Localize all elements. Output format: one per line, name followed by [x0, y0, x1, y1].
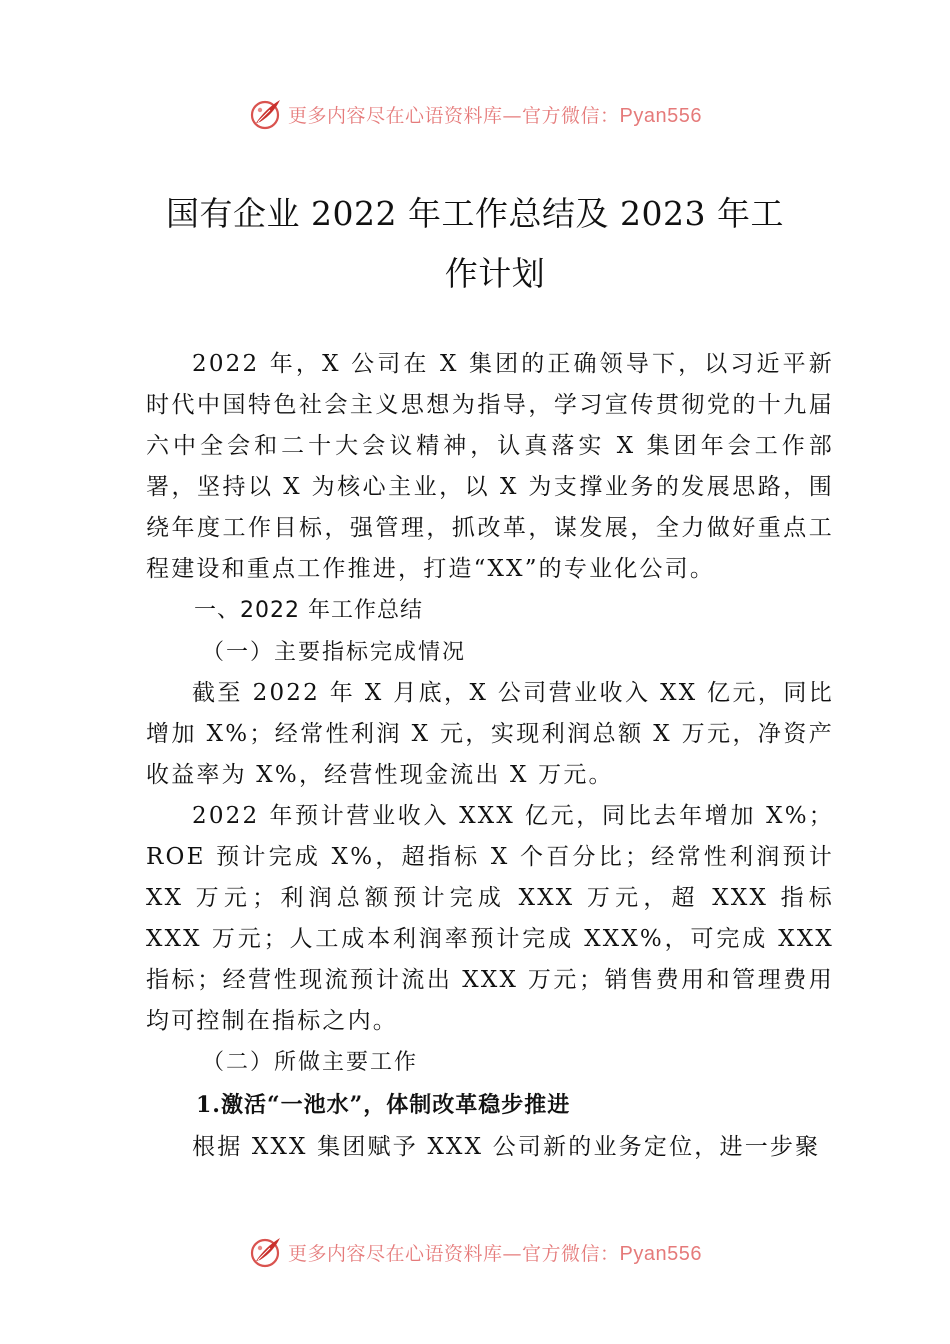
- banner-text: 更多内容尽在心语资料库—官方微信：Pyan556: [288, 1242, 702, 1265]
- item-1-heading: 1.激活“一池水”，体制改革稳步推进: [196, 1092, 571, 1118]
- item-1-paragraph: 根据 XXX 集团赋予 XXX 公司新的业务定位，进一步聚: [192, 1134, 821, 1160]
- document-body: [146, 344, 834, 1168]
- quill-logo-icon: [248, 1234, 284, 1270]
- subsection-2-heading: （二）所做主要工作: [202, 1050, 419, 1075]
- section-1-heading: 一、2022 年工作总结: [194, 598, 423, 623]
- title-line-2: 作计划: [444, 254, 546, 293]
- wechat-id: Pyan556: [619, 104, 702, 127]
- wechat-id: Pyan556: [619, 1242, 702, 1265]
- document-title: [150, 184, 800, 304]
- title-line-1: 国有企业 2022 年工作总结及 2023 年工: [166, 194, 784, 233]
- forecast-paragraph: 2022 年预计营业收入 XXX 亿元，同比去年增加 X%；ROE 预计完成 X%，超指标 X 个百分比；经常性利润预计 XX 万元；利润总额预计完成 XXX 万元，超 XXX 指标 XXX 万元；人工成本利润率预计完成 XXX%，可完成 XXX 指标；经营性现流预计流出 XXX 万元；销售费用和管理费用均可控制在指标之内。: [146, 803, 834, 1034]
- indicators-paragraph: 截至 2022 年 X 月底，X 公司营业收入 XX 亿元，同比增加 X%；经常性利润 X 元，实现利润总额 X 万元，净资产收益率为 X%，经营性现金流出 X 万元。: [146, 680, 834, 788]
- footer-watermark-banner: [0, 1232, 950, 1272]
- quill-logo-icon: [248, 96, 284, 132]
- subsection-1-heading: （一）主要指标完成情况: [202, 640, 467, 665]
- banner-text: 更多内容尽在心语资料库—官方微信：Pyan556: [288, 104, 702, 127]
- intro-paragraph: 2022 年，X 公司在 X 集团的正确领导下，以习近平新时代中国特色社会主义思想为指导，学习宣传贯彻党的十九届六中全会和二十大会议精神，认真落实 X 集团年会工作部署，坚持以 X 为核心主业，以 X 为支撑业务的发展思路，围绕年度工作目标，强管理，抓改革，谋发展，全力做好重点工程建设和重点工作推进，打造“XX”的专业化公司。: [146, 351, 834, 582]
- header-watermark-banner: [0, 94, 950, 134]
